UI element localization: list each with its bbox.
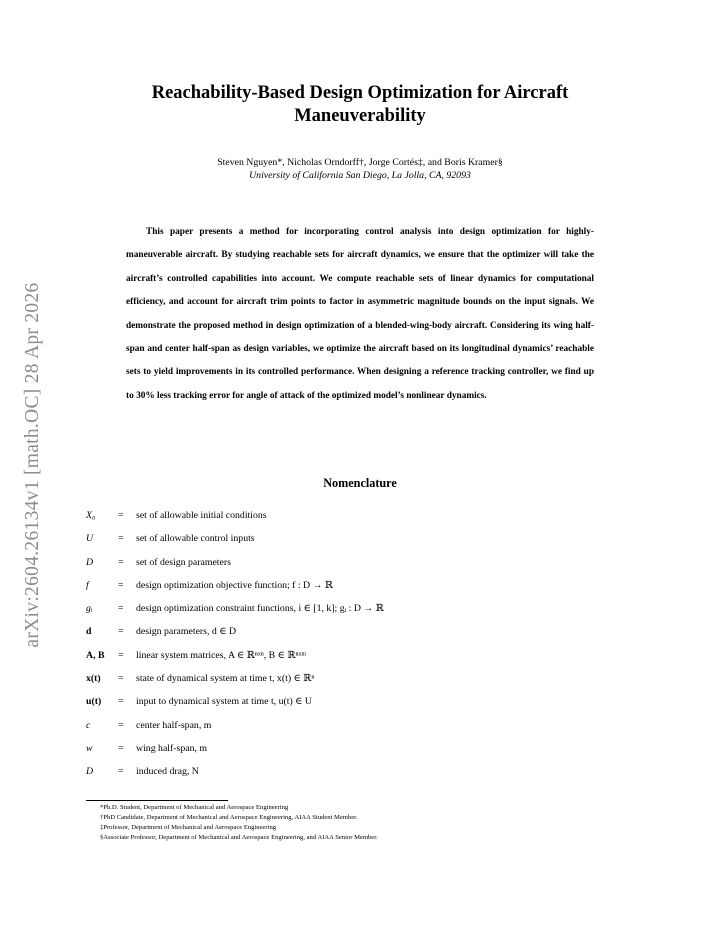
abstract xyxy=(126,221,594,408)
nomenclature-definition: state of dynamical system at time t, x(t) ∈ ℝⁿ xyxy=(136,673,315,685)
equals-sign: = xyxy=(118,533,124,545)
footnote: *Ph.D. Student, Department of Mechanical and Aerospace Engineering xyxy=(100,804,289,811)
arxiv-identifier-sidebar xyxy=(18,245,48,685)
nomenclature-definition: design optimization objective function; f : D → ℝ xyxy=(136,579,333,591)
nomenclature-symbol: U xyxy=(86,533,94,545)
footnote-divider xyxy=(86,800,228,801)
nomenclature-symbol: d xyxy=(86,626,92,638)
nomenclature-definition: design parameters, d ∈ D xyxy=(136,626,237,638)
nomenclature-symbol: w xyxy=(86,742,93,754)
equals-sign: = xyxy=(118,603,124,615)
equals-sign: = xyxy=(118,556,124,568)
abstract-text: This paper presents a method for incorporating control analysis into design optimization for highly-maneuverable aircraft. By studying reachable sets for aircraft dynamics, we ensure that the optimizer will take the aircraft’s controlled capabilities into account. We compute reachable sets of linear dynamics for computational efficiency, and account for aircraft trim points to factor in asymmetric magnitude bounds on the input signals. We demonstrate the proposed method in design optimization of a blended-wing-body aircraft. Considering its wing half-span and center half-span as design variables, we optimize the aircraft based on its longitudinal dynamics’ reachable sets to yield improvements in its controlled performance. When designing a reference tracking controller, we find up to 30% less tracking error for angle of attack of the optimized model’s nonlinear dynamics. xyxy=(126,227,594,401)
nomenclature-symbol: f xyxy=(86,579,89,591)
affiliation: University of California San Diego, La Jolla, CA, 92093 xyxy=(249,170,471,181)
nomenclature-definition: set of allowable control inputs xyxy=(136,533,255,545)
equals-sign: = xyxy=(118,742,124,754)
paper-title xyxy=(100,82,620,128)
nomenclature-definition: linear system matrices, A ∈ ℝⁿˣⁿ, B ∈ ℝⁿˣᵐ xyxy=(136,649,307,661)
nomenclature-symbol: gᵢ xyxy=(86,603,93,615)
equals-sign: = xyxy=(118,673,124,685)
equals-sign: = xyxy=(118,649,124,661)
equals-sign: = xyxy=(118,626,124,638)
footnotes xyxy=(100,803,378,843)
equals-sign: = xyxy=(118,579,124,591)
nomenclature-symbol: D xyxy=(86,766,94,778)
nomenclature-symbol: u(t) xyxy=(86,696,102,708)
footnote: §Associate Professor, Department of Mechanical and Aerospace Engineering, and AIAA Senior Member. xyxy=(100,834,378,841)
equals-sign: = xyxy=(118,719,124,731)
nomenclature-definition: center half-span, m xyxy=(136,719,212,731)
nomenclature-definition: set of allowable initial conditions xyxy=(136,510,267,521)
nomenclature-heading: Nomenclature xyxy=(323,476,397,490)
nomenclature-symbol: A, B xyxy=(86,649,105,661)
equals-sign: = xyxy=(118,696,124,708)
footnote: †PhD Candidate, Department of Mechanical and Aerospace Engineering, AIAA Student Member. xyxy=(100,814,358,821)
equals-sign: = xyxy=(118,510,124,521)
nomenclature-definition: set of design parameters xyxy=(136,556,231,568)
title-line-2: Maneuverability xyxy=(294,106,426,126)
nomenclature-symbol: x(t) xyxy=(86,673,101,685)
nomenclature-symbol: c xyxy=(86,719,91,731)
author-list: Steven Nguyen*, Nicholas Orndorff†, Jorge Cortés‡, and Boris Kramer§ xyxy=(217,157,503,168)
arxiv-identifier: arXiv:2604.26134v1 [math.OC] 28 Apr 2026 xyxy=(22,282,43,648)
nomenclature-definition: design optimization constraint functions, i ∈ [1, k]; gᵢ : D → ℝ xyxy=(136,603,384,615)
nomenclature-definition: wing half-span, m xyxy=(136,742,208,754)
footnote: ‡Professor, Department of Mechanical and Aerospace Engineering xyxy=(100,824,277,831)
equals-sign: = xyxy=(118,766,124,778)
nomenclature-symbol: X₀ xyxy=(86,510,96,521)
nomenclature-definition: induced drag, N xyxy=(136,766,199,778)
nomenclature-symbol: D xyxy=(86,556,94,568)
title-line-1: Reachability-Based Design Optimization for Aircraft xyxy=(151,83,569,103)
nomenclature-definition: input to dynamical system at time t, u(t) ∈ U xyxy=(136,696,312,708)
